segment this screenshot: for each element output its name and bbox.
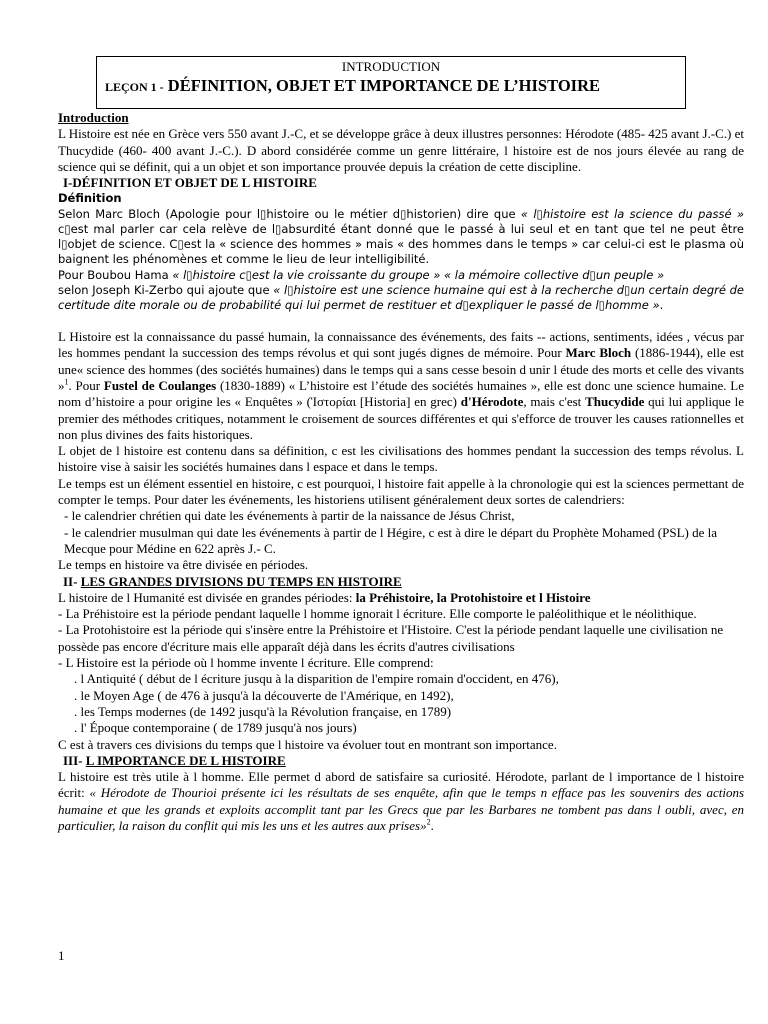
text-run: , mais c'est [523, 394, 586, 410]
section3-number: III- [63, 752, 86, 768]
bloch-definition [58, 207, 744, 268]
section3-heading [58, 753, 744, 769]
section2-title: LES GRANDES DIVISIONS DU TEMPS EN HISTOIRE [80, 573, 402, 589]
page-number: 1 [58, 948, 65, 963]
lesson-title [97, 76, 685, 97]
text-run: L histoire de l Humanité est divisée en grandes périodes: [58, 589, 356, 605]
text-run: (1886-1944), elle est une« science des hommes (des sociétés humaines) dans le temps qui a sans cesse besoin d unir l étude des morts et celle des vivants » [58, 345, 745, 393]
divisions-conclusion: C est à travers ces divisions du temps que l histoire va évoluer tout en montrant son importance. [58, 736, 557, 752]
definition-label: Définition [58, 191, 122, 206]
kizerbo-end: . [659, 297, 664, 312]
footnote-ref-1[interactable]: 1 [64, 377, 69, 387]
periods-list-bold: la Préhistoire, la Protohistoire et l Histoire [355, 589, 591, 605]
section2-number: II- [63, 573, 81, 589]
section1-heading: I-DÉFINITION ET OBJET DE L HISTOIRE [63, 175, 317, 191]
text-run: L histoire est très utile à l homme. Elle permet d abord de satisfaire sa curiosité. Hérodote, parlant de l importance de l histoire écrit: [58, 769, 744, 801]
text-run: (1830-1889) « L’histoire est l’étude des sociétés humaines », elle est donc une science humaine. Le nom d’histoire a pour origine les « Enquêtes » (Ἱστορίαι [Historia] en grec) [58, 378, 744, 410]
period-item: . le Moyen Age ( de 476 à jusqu'à la découverte de l'Amérique, en 1492), [74, 687, 454, 703]
kizerbo-intro: selon Joseph Ki-Zerbo qui ajoute que [58, 282, 274, 297]
importance-paragraph [58, 769, 744, 834]
prehistory-paragraph: - La Préhistoire est la période pendant laquelle l homme ignorait l écriture. Elle comporte le paléolithique et le néolithique. [58, 606, 697, 622]
author-fustel: Fustel de Coulanges [103, 378, 217, 393]
period-item: . les Temps modernes (de 1492 jusqu'à la Révolution française, en 1789) [74, 703, 452, 719]
bloch-intro: Selon Marc Bloch (Apologie pour l▯histoire ou le métier d▯historien) dire que [58, 206, 521, 221]
author-marc-bloch: Marc Bloch [565, 345, 632, 361]
hama-quote: « l▯histoire c▯est la vie croissante du groupe » « la mémoire collective d▯un peuple » [172, 267, 665, 282]
footnote-ref-2[interactable]: 2 [426, 817, 431, 827]
kizerbo-quote: « l▯histoire est une science humaine qui est à la recherche d▯un certain degré de certitude dite morale ou de probabilité qui lui permet de restituer et d▯expliquer le passé de l▯homme » [58, 282, 744, 312]
lesson-heading: DÉFINITION, OBJET ET IMPORTANCE DE L’HISTOIRE [163, 76, 600, 95]
section3-title: L IMPORTANCE DE L HISTOIRE [85, 752, 286, 768]
herodote-quote: « Hérodote de Thourioi présente ici les résultats de ses enquête, afin que le temps n efface pas les souvenirs des actions humaine et que les grands et exploits accomplit tant par les Grecs que par les Barbares ne tombent pas dans l oubli, avec, en particulier, la raison du conflit qui mis les uns et les autres aux prises» [58, 785, 744, 834]
periods-intro: Le temps en histoire va être divisée en périodes. [58, 557, 309, 573]
bloch-explanation: c▯est mal parler car cela relève de l▯absurdité étant donné que le passé à lui seul et en tant que tel ne peut être l▯objet de science. C▯est la « science des hommes » mais « des hommes dans le temps » car celui-ci est le plasma où baignent les phénomènes et comme le lieu de leur intelligibilité. [58, 221, 744, 267]
period-item: . l' Époque contemporaine ( de 1789 jusqu'à nos jours) [74, 720, 357, 736]
lesson-number: LEÇON 1 - [105, 80, 164, 94]
title-box [96, 56, 686, 109]
author-herodote: d'Hérodote [460, 394, 524, 410]
bloch-quote: « l▯histoire est la science du passé » [520, 206, 744, 221]
text-run: L Histoire est la connaissance du passé humain, la connaissance des événements, des faits -- actions, sentiments, idées , vécus par les hommes pendant la succession des temps révolus et qui sont jugés dignes de mémoire. Pour [58, 329, 744, 361]
object-paragraph: L objet de l histoire est contenu dans sa définition, c est les civilisations des hommes pendant la succession des temps révolus. L histoire vise à saisir les sociétés humaines dans l espace et dans le temps. [58, 443, 744, 475]
document-body [58, 110, 744, 834]
text-run: . [430, 818, 434, 834]
calendar-christian: - le calendrier chrétien qui date les événements à partir de la naissance de Jésus Christ, [64, 508, 515, 524]
intro-heading: Introduction [58, 110, 129, 125]
text-run: . Pour [68, 378, 104, 393]
intro-paragraph: L Histoire est née en Grèce vers 550 avant J.-C, et se développe grâce à deux illustres personnes: Hérodote (485- 425 avant J.-C.) et Thucydide (460- 400 avant J.-C.). D abord considérée comme un genre littéraire, l histoire est de nos jours élevée au rang de science qui se définit, qui a un objet et son importance prouvée depuis la création de cette discipline. [58, 126, 744, 174]
kizerbo-definition [58, 283, 744, 313]
author-thucydide: Thucydide [585, 394, 645, 410]
time-paragraph: Le temps est un élément essentiel en histoire, c est pourquoi, l histoire fait appelle à la chronologie qui est la sciences permettant de compter le temps. Pour dater les événements, les historiens utilisent généralement deux sortes de calendriers: [58, 475, 744, 508]
title-top-label: INTRODUCTION [341, 59, 441, 74]
section2-heading [58, 574, 744, 590]
calendar-muslim: - le calendrier musulman qui date les événements à partir de l Hégire, c est à dire le départ du Prophète Mohamed (PSL) de la Mecque pour Médine en 622 après J.- C. [64, 524, 718, 556]
history-definition-paragraph [58, 329, 744, 443]
period-item: . l Antiquité ( début de l écriture jusqu à la disparition de l'empire romain d'occident, en 476), [74, 671, 559, 687]
spacer [58, 313, 744, 329]
divisions-paragraph [58, 590, 744, 606]
protohistory-paragraph: - La Protohistoire est la période qui s'insère entre la Préhistoire et l'Histoire. C'est la période pendant laquelle une civilisation ne possède pas encore d'écriture mais elle apparaît déjà dans les écrits d'autres civilisations [58, 622, 724, 654]
history-period-paragraph: - L Histoire est la période où l homme invente l écriture. Elle comprend: [58, 655, 434, 671]
hama-definition [58, 268, 744, 283]
text-run: qui lui applique le premier des méthodes critiques, notamment le croisement de sources différentes et qui s'efforce de trouver les causes rationnelles et non plus divines des faits historiques. [58, 394, 744, 442]
hama-intro: Pour Boubou Hama [58, 267, 173, 282]
